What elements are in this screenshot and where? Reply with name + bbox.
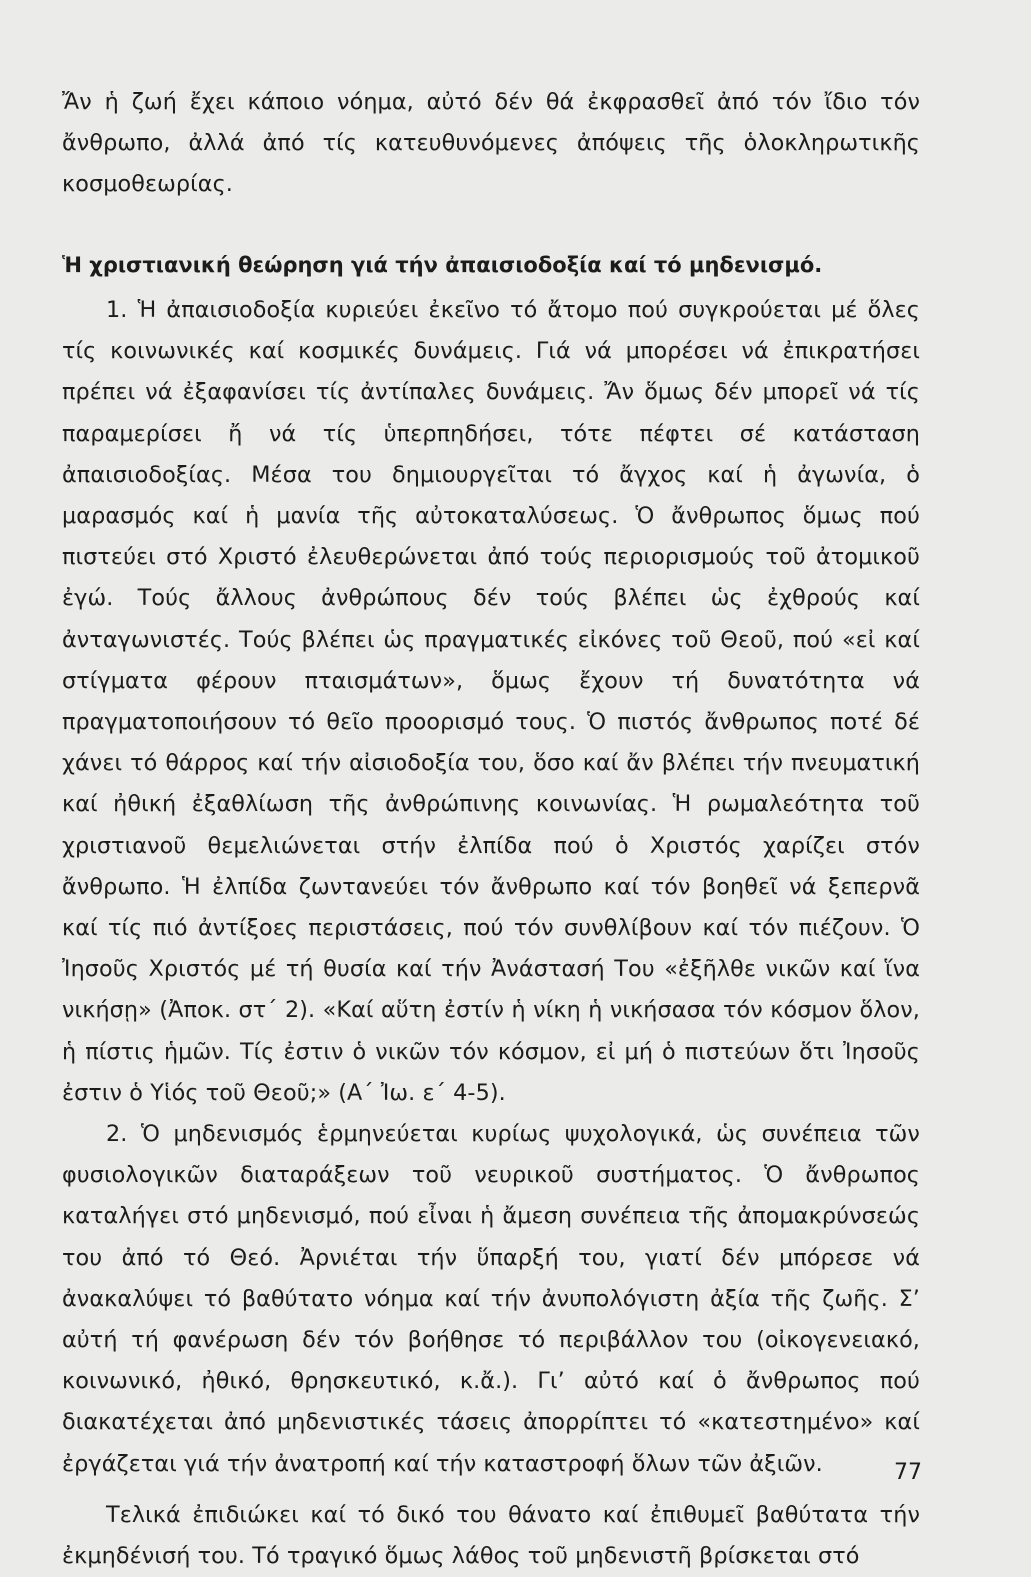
paragraph-3: Τελικά ἐπιδιώκει καί τό δικό του θάνατο καί ἐπιθυμεῖ βαθύτατα τήν ἐκμηδένισή του. Τό τραγικό ὅμως λάθος τοῦ μηδενιστῆ βρίσκεται στό — [62, 1501, 920, 1570]
section-heading: Ἡ χριστιανική θεώρηση γιά τήν ἀπαισιοδοξία καί τό μηδενισμό. — [62, 253, 823, 277]
paragraph-1: 1. Ἡ ἀπαισιοδοξία κυριεύει ἐκεῖνο τό ἄτομο πού συγκρούεται μέ ὅλες τίς κοινωνικές καί κοσμικές δυνάμεις. Γιά νά μπορέσει νά ἐπικρατήσει πρέπει νά ἐξαφανίσει τίς ἀντίπαλες δυνάμεις. Ἄν ὅμως δέν μπορεῖ νά τίς παραμερίσει ἤ νά τίς ὑπερπηδήσει, τότε πέφτει σέ κατάσταση ἀπαισιοδοξίας. Μέσα του δημιουργεῖται τό ἄγχος καί ἡ ἀγωνία, ὁ μαρασμός καί ἡ μανία τῆς αὐτοκαταλύσεως. Ὁ ἄνθρωπος ὅμως πού πιστεύει στό Χριστό ἐλευθερώνεται ἀπό τούς περιορισμούς τοῦ ἀτομικοῦ ἐγώ. Τούς ἄλλους ἀνθρώπους δέν τούς βλέπει ὡς ἐχθρούς καί ἀνταγωνιστές. Τούς βλέπει ὡς πραγματικές εἰκόνες τοῦ Θεοῦ, πού «εἰ καί στίγματα φέρουν πταισμάτων», ὅμως ἔχουν τή δυνατότητα νά πραγματοποιήσουν τό θεῖο προορισμό τους. Ὁ πιστός ἄνθρωπος ποτέ δέ χάνει τό θάρρος καί τήν αἰσιοδοξία του, ὅσο καί ἄν βλέπει τήν πνευματική καί ἠθική ἐξαθλίωση τῆς ἀνθρώπινης κοινωνίας. Ἡ ρωμαλεότητα τοῦ χριστιανοῦ θεμελιώνεται στήν ἐλπίδα πού ὁ Χριστός χαρίζει στόν ἄνθρωπο. Ἡ ἐλπίδα ζωντανεύει τόν ἄνθρωπο καί τόν βοηθεῖ νά ξεπερνᾶ καί τίς πιό ἀντίξοες περιστάσεις, πού τόν συνθλίβουν καί τόν πιέζουν. Ὁ Ἰησοῦς Χριστός μέ τή θυσία καί τήν Ἀνάστασή Του «ἐξῆλθε νικῶν καί ἵνα νικήσῃ» (Ἀποκ. στ´ 2). «Καί αὕτη ἐστίν ἡ νίκη ἡ νικήσασα τόν κόσμον ὅλον, ἡ πίστις ἡμῶν. Τίς ἐστιν ὁ νικῶν τόν κόσμον, εἰ μή ὁ πιστεύων ὅτι Ἰησοῦς ἐστιν ὁ Υἱός τοῦ Θεοῦ;» (Α´ Ἰω. ε´ 4-5). — [62, 297, 920, 1106]
intro-section — [62, 82, 920, 206]
page-number: 77 — [894, 1460, 922, 1485]
intro-paragraph: Ἄν ἡ ζωή ἔχει κάποιο νόημα, αὐτό δέν θά ἐκφρασθεῖ ἀπό τόν ἴδιο τόν ἄνθρωπο, ἀλλά ἀπό τίς κατευθυνόμενες ἀπόψεις τῆς ὁλοκληρωτικῆς κοσμοθεωρίας. — [62, 89, 920, 198]
main-text — [62, 290, 920, 1577]
paragraph-2: 2. Ὁ μηδενισμός ἑρμηνεύεται κυρίως ψυχολογικά, ὡς συνέπεια τῶν φυσιολογικῶν διαταράξεων τοῦ νευρικοῦ συστήματος. Ὁ ἄνθρωπος καταλήγει στό μηδενισμό, πού εἶναι ἡ ἄμεση συνέπεια τῆς ἀπομακρύνσεώς του ἀπό τό Θεό. Ἀρνιέται τήν ὕπαρξή του, γιατί δέν μπόρεσε νά ἀνακαλύψει τό βαθύτατο νόημα καί τήν ἀνυπολόγιστη ἀξία τῆς ζωῆς. Σ’ αὐτή τή φανέρωση δέν τόν βοήθησε τό περιβάλλον του (οἰκογενειακό, κοινωνικό, ἠθικό, θρησκευτικό, κ.ἄ.). Γι’ αὐτό καί ὁ ἄνθρωπος πού διακατέχεται ἀπό μηδενιστικές τάσεις ἀπορρίπτει τό «κατεστημένο» καί ἐργάζεται γιά τήν ἀνατροπή καί τήν καταστροφή ὅλων τῶν ἀξιῶν. — [62, 1121, 920, 1477]
